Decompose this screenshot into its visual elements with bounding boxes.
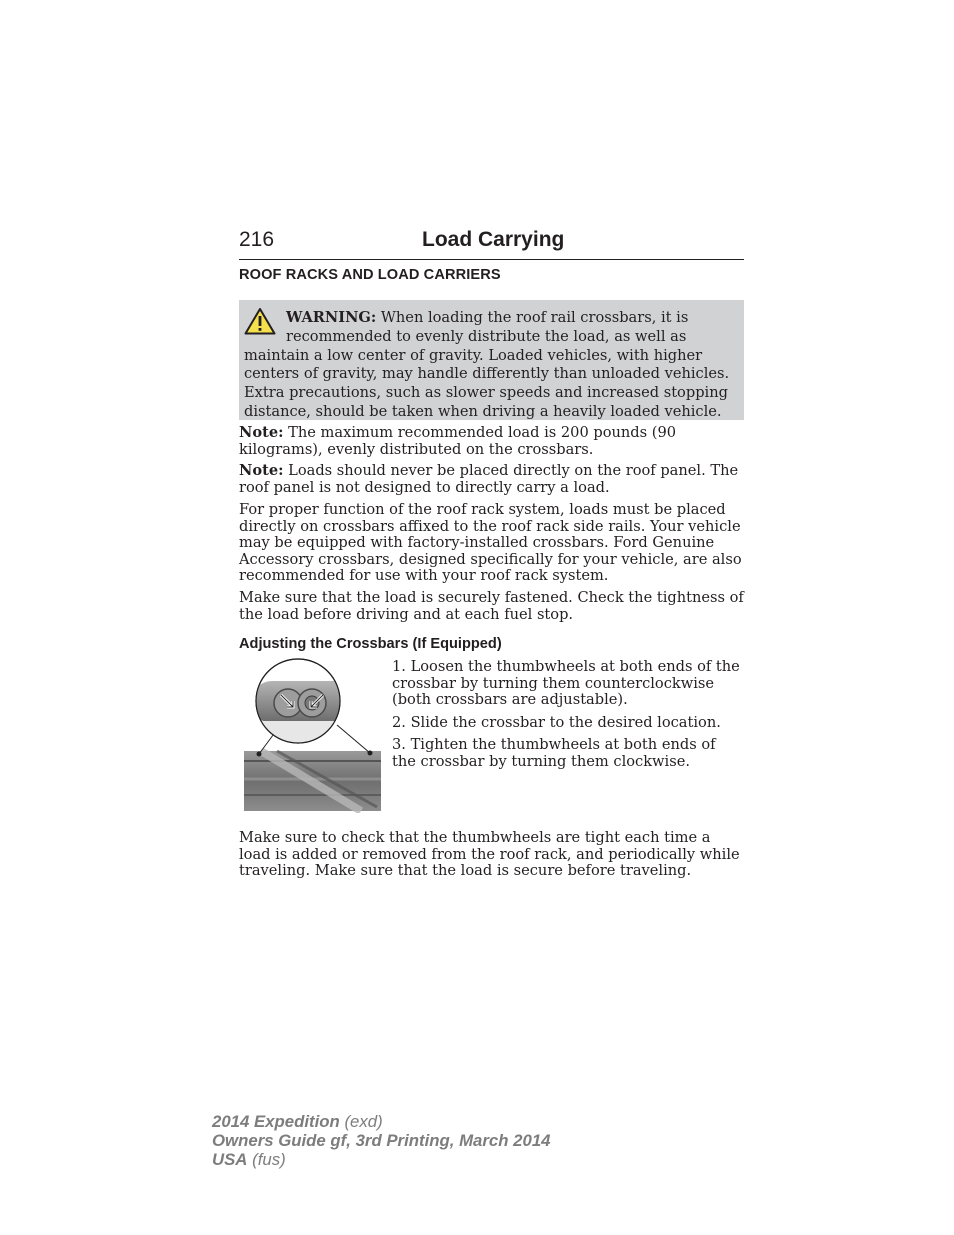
chapter-title: Load Carrying: [422, 228, 565, 251]
footer-guide: Owners Guide gf, 3rd Printing, March 2014: [212, 1131, 551, 1150]
body-paragraph: For proper function of the roof rack system, loads must be placed directly on crossbars affixed to the roof rack side rails. Your vehicle may be equipped with factory-installed crossbars. Ford Genuine Accessory crossbars, designed specifically for your vehicle, are also recommended for use with your roof rack system.: [239, 501, 742, 584]
page-number: 216: [239, 228, 275, 251]
crossbar-thumbwheel-illustration: [241, 657, 383, 813]
note-text: Loads should never be placed directly on the roof panel. The roof panel is not designed to directly carry a load.: [239, 462, 739, 496]
note-paragraph: [239, 425, 744, 458]
page-header: [239, 228, 744, 260]
note-label: Note:: [239, 424, 284, 441]
footer-market: USA: [212, 1150, 248, 1169]
warning-label: WARNING:: [286, 309, 377, 326]
step-item: 2. Slide the crossbar to the desired location.: [392, 714, 721, 731]
step-item: 1. Loosen the thumbwheels at both ends of the crossbar by turning them counterclockwise (both crossbars are adjustable).: [392, 658, 740, 708]
footer-model-code: (exd): [344, 1112, 383, 1131]
warning-text: [244, 302, 738, 422]
footer-model: 2014 Expedition: [212, 1112, 340, 1131]
closing-paragraph: Make sure to check that the thumbwheels are tight each time a load is added or removed from the roof rack, and periodically while traveling. Make sure that the load is secure before traveling.: [239, 829, 740, 879]
note-text: The maximum recommended load is 200 pounds (90 kilograms), evenly distributed on the crossbars.: [239, 424, 677, 458]
footer: [212, 1112, 551, 1169]
note-label: Note:: [239, 462, 284, 479]
body-paragraph: Make sure that the load is securely fastened. Check the tightness of the load before driving and at each fuel stop.: [239, 589, 744, 623]
step-item: 3. Tighten the thumbwheels at both ends of the crossbar by turning them clockwise.: [392, 736, 716, 770]
warning-box: [239, 300, 744, 420]
subsection-heading: Adjusting the Crossbars (If Equipped): [239, 636, 502, 652]
warning-body: recommended to evenly distribute the load, as well as maintain a low center of gravity. Loaded vehicles, with higher centers of gravity, may handle differently than unloaded vehicles. Extra precautions, such as slower speeds and increased stopping distance, should be taken when driving a heavily loaded vehicle.: [244, 327, 730, 420]
warning-line1: When loading the roof rail crossbars, it is: [380, 309, 689, 326]
section-heading: ROOF RACKS AND LOAD CARRIERS: [239, 267, 501, 283]
footer-market-code: (fus): [252, 1150, 286, 1169]
note-paragraph: [239, 463, 744, 496]
